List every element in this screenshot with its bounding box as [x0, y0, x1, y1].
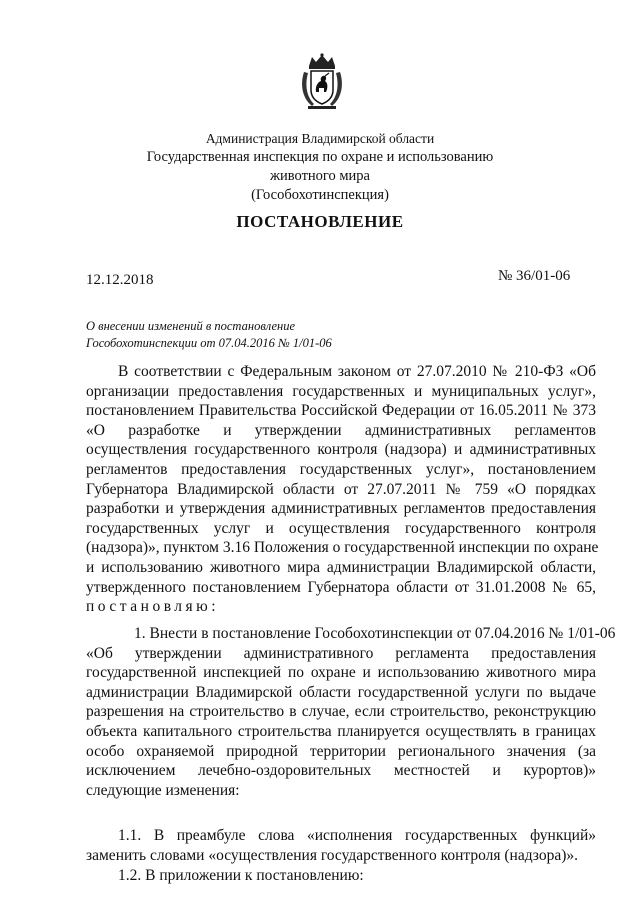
- item-1-2-paragraph: [86, 866, 596, 886]
- header-line-abbreviation: (Гособохотинспекция): [251, 187, 389, 203]
- item-1-line: объекта капитального строительства планируется осуществлять в границах: [86, 722, 596, 740]
- item-1-line: особо охраняемой природной территории регионального значения (за: [86, 742, 596, 760]
- coat-of-arms-icon: [300, 52, 344, 110]
- preamble-line: Губернатора Владимирской области от 27.07.2011 № 759 «О порядках: [86, 480, 596, 498]
- document-number: № 36/01-06: [498, 268, 571, 284]
- item-1-2-line: 1.2. В приложении к постановлению:: [118, 867, 364, 884]
- preamble-line: «О разработке и утверждении административных регламентов: [86, 421, 596, 439]
- item-1-paragraph: [86, 624, 616, 800]
- organization-header: [0, 129, 640, 205]
- preamble-line: утвержденного постановлением Губернатора области от 31.01.2008 № 65,: [86, 578, 596, 596]
- item-1-line: разрешения на строительство в случае, если строительство, реконструкцию: [86, 703, 596, 721]
- preamble-line: и использованию животного мира администрации Владимирской области,: [86, 558, 596, 576]
- coat-of-arms-emblem: [300, 52, 344, 110]
- preamble-line: осуществления государственного контроля (надзора) и административных: [86, 441, 596, 459]
- item-1-line: администрации Владимирской области государственной услуги по выдаче: [86, 683, 596, 701]
- header-line-administration: Администрация Владимирской области: [205, 131, 435, 146]
- preamble-line: государственных услуг и осуществления государственного контроля: [86, 519, 596, 537]
- preamble-line: постановлением Правительства Российской Федерации от 16.05.2011 № 373: [86, 402, 596, 420]
- item-1-1-paragraph: [86, 826, 596, 865]
- header-line-inspection: Государственная инспекция по охране и использованию: [146, 149, 494, 165]
- document-subject: [86, 318, 332, 352]
- item-1-line: исключением лечебно-оздоровительных местностей и курортов)»: [86, 762, 596, 780]
- preamble-line: организации предоставления государственных и муниципальных услуг»,: [86, 382, 596, 400]
- preamble-paragraph: [86, 362, 599, 617]
- document-date: 12.12.2018: [86, 272, 154, 288]
- document-title: ПОСТАНОВЛЕНИЕ: [236, 212, 404, 231]
- subject-line-2: Гособохотинспекции от 07.04.2016 № 1/01-06: [86, 336, 332, 350]
- item-1-1-line: 1.1. В преамбуле слова «исполнения государственных функций»: [118, 827, 596, 844]
- preamble-line: разработки и утверждения административных регламентов предоставления: [86, 500, 596, 518]
- preamble-resolve-word: постановляю:: [86, 598, 220, 616]
- preamble-line: регламентов предоставления государственных услуг», постановлением: [86, 460, 596, 478]
- preamble-line: В соответствии с Федеральным законом от 27.07.2010 № 210-ФЗ «Об: [118, 363, 596, 380]
- item-1-line: государственной инспекцией по охране и использованию животного мира: [86, 664, 596, 682]
- item-1-line: «Об утверждении административного регламента предоставления: [86, 644, 596, 662]
- preamble-line: (надзора)», пунктом 3.16 Положения о государственной инспекции по охране: [86, 539, 599, 557]
- item-1-1-line: заменить словами «осуществления государственного контроля (надзора)».: [86, 846, 578, 864]
- header-line-wildlife: животного мира: [269, 168, 370, 184]
- item-1-line: 1. Внести в постановление Гособохотинспекции от 07.04.2016 № 1/01-06: [134, 625, 616, 642]
- item-1-line: следующие изменения:: [86, 781, 240, 799]
- subject-line-1: О внесении изменений в постановление: [86, 319, 296, 333]
